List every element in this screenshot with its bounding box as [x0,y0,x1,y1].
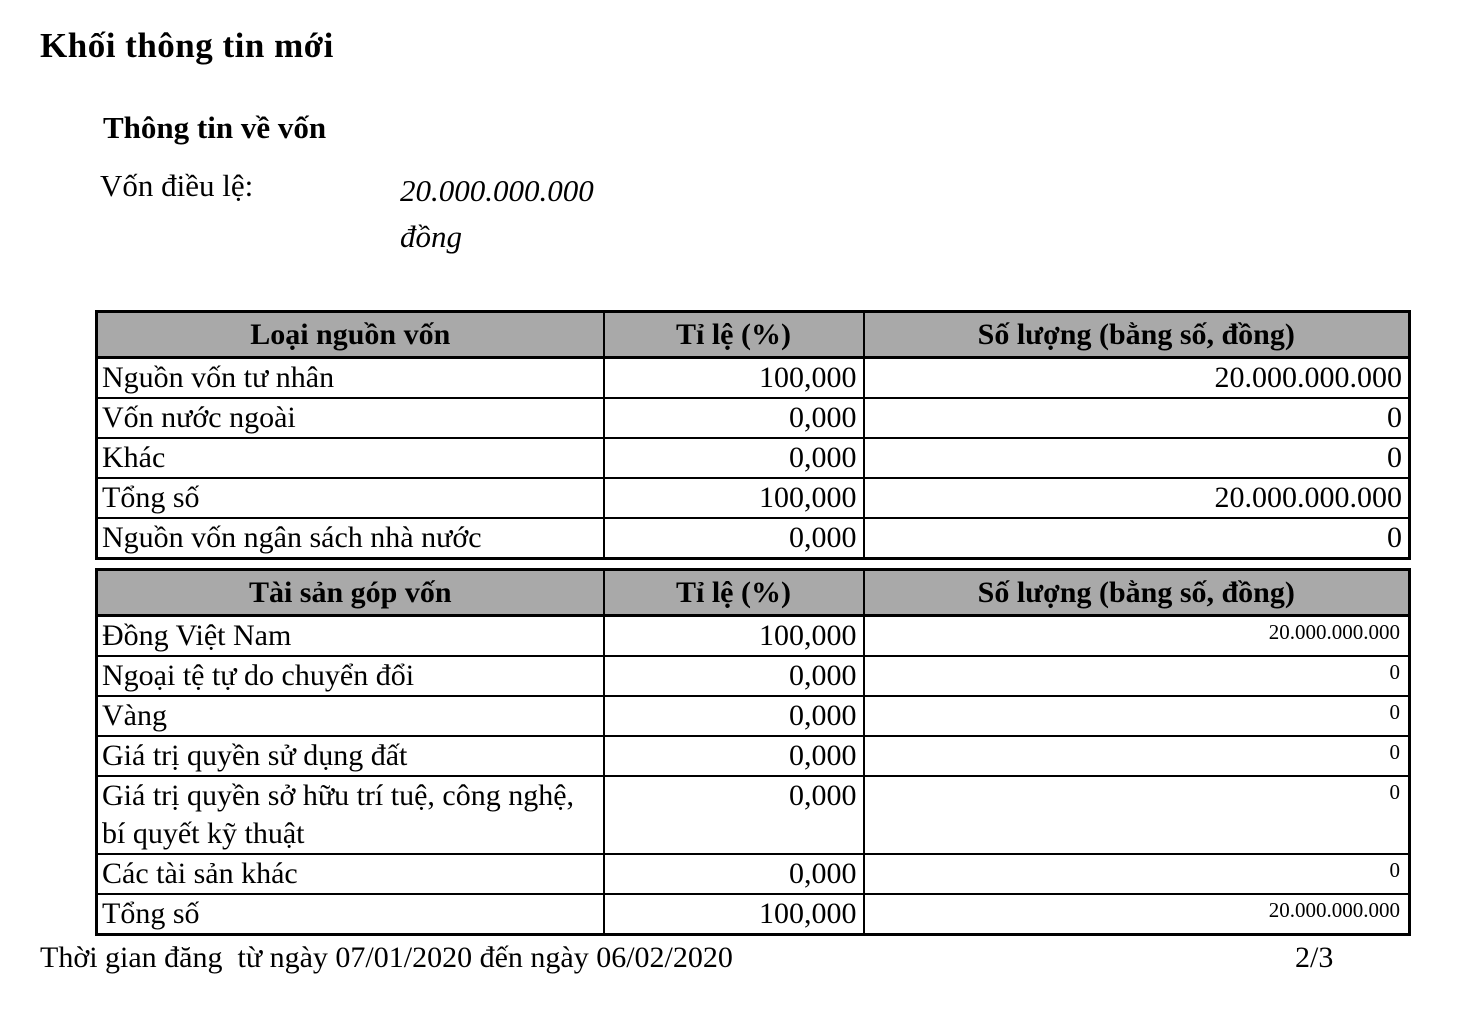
row-label: Vàng [97,696,604,736]
page-title: Khối thông tin mới [40,26,334,65]
amount-value: 0 [864,656,1410,696]
amount-value: 0 [864,518,1410,559]
row-label: Vốn nước ngoài [97,398,604,438]
tables-container [95,310,1410,936]
column-header-amount: Số lượng (bằng số, đồng) [864,312,1410,358]
table-row [97,358,1410,399]
table-row [97,894,1410,935]
amount-value: 0 [864,854,1410,894]
amount-value: 0 [864,438,1410,478]
column-header-amount: Số lượng (bằng số, đồng) [864,570,1410,616]
row-label: Nguồn vốn tư nhân [97,358,604,399]
table-row [97,656,1410,696]
charter-capital-amount: 20.000.000.000 [400,173,594,208]
row-label: Nguồn vốn ngân sách nhà nước [97,518,604,559]
table-row [97,776,1410,854]
ratio-value: 0,000 [604,854,864,894]
row-label: Tổng số [97,894,604,935]
ratio-value: 100,000 [604,358,864,399]
table-row [97,438,1410,478]
ratio-value: 0,000 [604,438,864,478]
table-row [97,518,1410,559]
row-label: Tổng số [97,478,604,518]
ratio-value: 0,000 [604,776,864,854]
amount-value: 20.000.000.000 [864,616,1410,657]
table-row [97,736,1410,776]
table-row [97,478,1410,518]
table-header-row [97,570,1410,616]
registration-period-text: Thời gian đăng từ ngày 07/01/2020 đến ngày 06/02/2020 [40,941,733,974]
ratio-value: 100,000 [604,478,864,518]
column-header-ratio: Tỉ lệ (%) [604,570,864,616]
table-row [97,854,1410,894]
ratio-value: 0,000 [604,518,864,559]
ratio-value: 0,000 [604,398,864,438]
ratio-value: 0,000 [604,736,864,776]
row-label: Các tài sản khác [97,854,604,894]
charter-capital-value [400,168,594,260]
amount-value: 20.000.000.000 [864,358,1410,399]
amount-value: 0 [864,736,1410,776]
ratio-value: 100,000 [604,894,864,935]
capital-sources-table [95,310,1411,560]
row-label: Giá trị quyền sở hữu trí tuệ, công nghệ, bí quyết kỹ thuật [97,776,604,854]
amount-value: 20.000.000.000 [864,894,1410,935]
row-label: Đồng Việt Nam [97,616,604,657]
contributed-assets-table [95,568,1411,936]
amount-value: 0 [864,776,1410,854]
column-header-ratio: Tỉ lệ (%) [604,312,864,358]
row-label: Khác [97,438,604,478]
amount-value: 0 [864,696,1410,736]
page-number: 2/3 [1295,941,1334,974]
column-header-source-type: Loại nguồn vốn [97,312,604,358]
amount-value: 20.000.000.000 [864,478,1410,518]
charter-capital-label: Vốn điều lệ: [100,168,254,203]
charter-capital-unit: đồng [400,219,462,254]
column-header-asset-type: Tài sản góp vốn [97,570,604,616]
row-label: Ngoại tệ tự do chuyển đổi [97,656,604,696]
amount-value: 0 [864,398,1410,438]
table-row [97,696,1410,736]
ratio-value: 0,000 [604,656,864,696]
table-row [97,616,1410,657]
table-row [97,398,1410,438]
ratio-value: 0,000 [604,696,864,736]
ratio-value: 100,000 [604,616,864,657]
table-header-row [97,312,1410,358]
row-label: Giá trị quyền sử dụng đất [97,736,604,776]
section-heading: Thông tin về vốn [103,110,327,145]
